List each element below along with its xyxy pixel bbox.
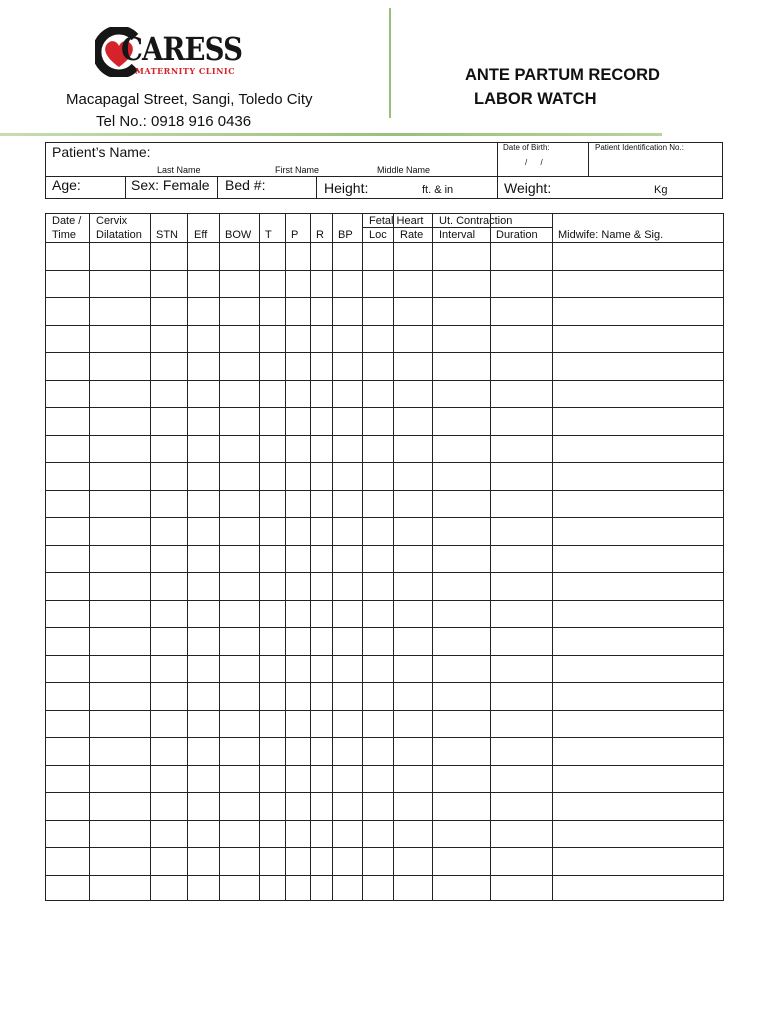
last-name-label: Last Name (157, 165, 201, 175)
clinic-logo (95, 26, 243, 78)
header-duration: Duration (496, 229, 538, 241)
header-cervix-1: Cervix (96, 215, 128, 227)
header-ut-contraction: Ut. Contraction (439, 215, 513, 227)
header-vertical-rule (389, 8, 391, 118)
header-rate: Rate (400, 229, 424, 241)
height-label: Height: (324, 180, 369, 196)
weight-unit: Kg (654, 184, 668, 196)
middle-name-label: Middle Name (377, 165, 431, 175)
bed-divider (316, 176, 317, 199)
height-unit: ft. & in (422, 184, 454, 196)
logo-subtext: MATERNITY CLINIC (135, 66, 235, 76)
logo-wordmark: CARESS (121, 30, 243, 68)
header-interval: Interval (439, 229, 476, 241)
weight-label: Weight: (504, 180, 552, 196)
header-r: R (316, 229, 324, 241)
patient-name-label: Patient’s Name: (52, 144, 151, 160)
labor-watch-grid (45, 213, 724, 901)
header-midwife: Midwife: Name & Sig. (558, 229, 664, 241)
header-horizontal-rule (0, 133, 662, 136)
header-cervix-2: Dilatation (96, 229, 142, 241)
first-name-label: First Name (275, 165, 320, 175)
patient-id-label: Patient Identification No.: (595, 143, 684, 152)
dob-slashes: / / (525, 158, 543, 167)
dob-label: Date of Birth: (503, 143, 550, 152)
bed-label: Bed #: (225, 177, 266, 193)
header-eff: Eff (194, 229, 208, 241)
height-divider (497, 176, 498, 199)
header-p: P (291, 229, 299, 241)
clinic-phone: Tel No.: 0918 916 0436 (96, 113, 252, 130)
form-title: ANTE PARTUM RECORD (465, 66, 660, 84)
header-stn: STN (156, 229, 178, 241)
clinic-address: Macapagal Street, Sangi, Toledo City (66, 91, 313, 108)
header-t: T (265, 229, 272, 241)
header-date-time-2: Time (52, 229, 77, 241)
sex-divider (217, 176, 218, 199)
sex-label: Sex: Female (131, 177, 210, 193)
age-divider (125, 176, 126, 199)
form-subtitle: LABOR WATCH (474, 90, 597, 108)
header-bp: BP (338, 229, 353, 241)
pid-divider (588, 142, 589, 177)
age-label: Age: (52, 177, 81, 193)
header-fetal-heart: Fetal Heart (369, 215, 424, 227)
grid-border (46, 214, 724, 901)
header-date-time-1: Date / (52, 215, 82, 227)
dob-divider (497, 142, 498, 177)
header-bow: BOW (225, 229, 252, 241)
header-loc: Loc (369, 229, 387, 241)
